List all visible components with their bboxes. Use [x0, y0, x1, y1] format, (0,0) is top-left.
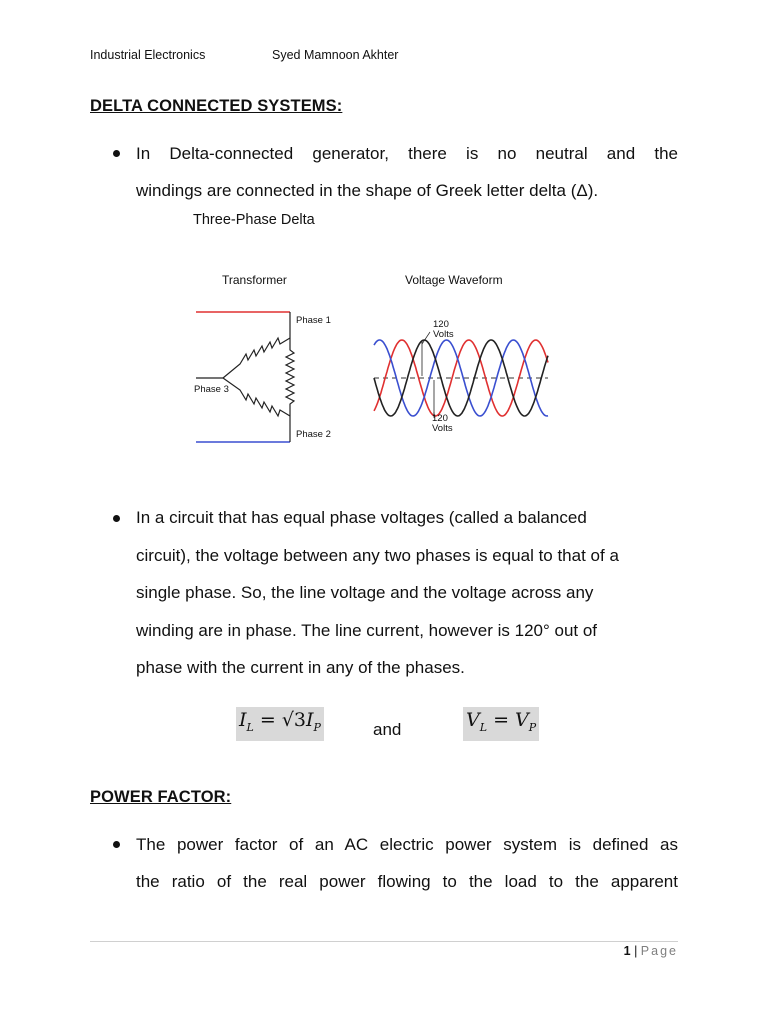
footer-rule: [90, 941, 678, 942]
top-amplitude-unit: Volts: [433, 329, 454, 340]
paragraph-line: In a circuit that has equal phase voltages (called a balanced: [136, 508, 587, 527]
paragraph-line: the ratio of the real power flowing to the load to the apparent: [136, 872, 678, 891]
page-number: 1: [623, 944, 631, 958]
page-footer: [624, 944, 678, 958]
phase2-label: Phase 2: [296, 429, 331, 440]
paragraph-line: circuit), the voltage between any two phases is equal to that of a: [136, 545, 619, 565]
voltage-waveform-plot: [372, 330, 550, 426]
paragraph-line: winding are in phase. The line current, however is 120° out of: [136, 620, 598, 640]
figure-waveform-label: Voltage Waveform: [405, 273, 503, 287]
header-right: Syed Mamnoon Akhter: [272, 48, 399, 62]
bullet-dot: [113, 841, 120, 848]
formula-line-current: [236, 707, 324, 741]
bottom-amplitude-unit: Volts: [432, 423, 453, 434]
winding-top: [223, 338, 290, 378]
paragraph-power-factor: [136, 826, 678, 864]
formula-subscript: P: [528, 720, 537, 734]
top-amplitude-label: [433, 320, 454, 340]
page-word: Page: [640, 944, 678, 958]
formula-subscript: L: [479, 720, 488, 734]
winding-bottom: [223, 378, 290, 416]
formula-subscript: L: [246, 720, 254, 734]
formula-subscript: P: [313, 720, 321, 734]
formula-symbol: I: [239, 709, 247, 731]
section-heading-delta: DELTA CONNECTED SYSTEMS:: [90, 97, 343, 115]
bottom-amplitude-label: [432, 414, 453, 434]
header-left: Industrial Electronics: [90, 48, 206, 62]
figure-title: Three-Phase Delta: [193, 212, 315, 228]
formula-operator: =: [487, 709, 516, 731]
bullet-dot: [113, 515, 120, 522]
formula-symbol: I: [306, 709, 314, 731]
bottom-amplitude-value: 120: [432, 413, 448, 424]
paragraph-line: phase with the current in any of the phases.: [136, 658, 465, 677]
paragraph-power-factor-cont: [136, 863, 678, 901]
figure-transformer-label: Transformer: [222, 273, 287, 287]
formula-symbol: V: [515, 709, 529, 731]
paragraph-balanced-circuit: [136, 499, 678, 687]
paragraph-line: In Delta-connected generator, there is no neutral and the: [136, 144, 678, 163]
bullet-dot: [113, 150, 120, 157]
page-separator: |: [630, 944, 641, 958]
phase1-label: Phase 1: [296, 315, 331, 326]
winding-right: [286, 338, 294, 416]
paragraph-line: single phase. So, the line voltage and the voltage across any: [136, 583, 594, 602]
paragraph-line: The power factor of an AC electric power system is defined as: [136, 835, 678, 854]
paragraph-line: windings are connected in the shape of Greek letter delta (Δ).: [136, 181, 599, 200]
formula-operator: = √3: [253, 709, 307, 731]
formula-line-voltage: [463, 707, 539, 741]
phase3-label: Phase 3: [194, 384, 229, 395]
formula-connector: and: [373, 720, 402, 739]
section-heading-power-factor: POWER FACTOR:: [90, 788, 232, 806]
paragraph-delta-intro-cont: [136, 172, 678, 210]
top-amplitude-value: 120: [433, 319, 449, 330]
paragraph-delta-intro: [136, 135, 678, 173]
formula-symbol: V: [466, 709, 480, 731]
